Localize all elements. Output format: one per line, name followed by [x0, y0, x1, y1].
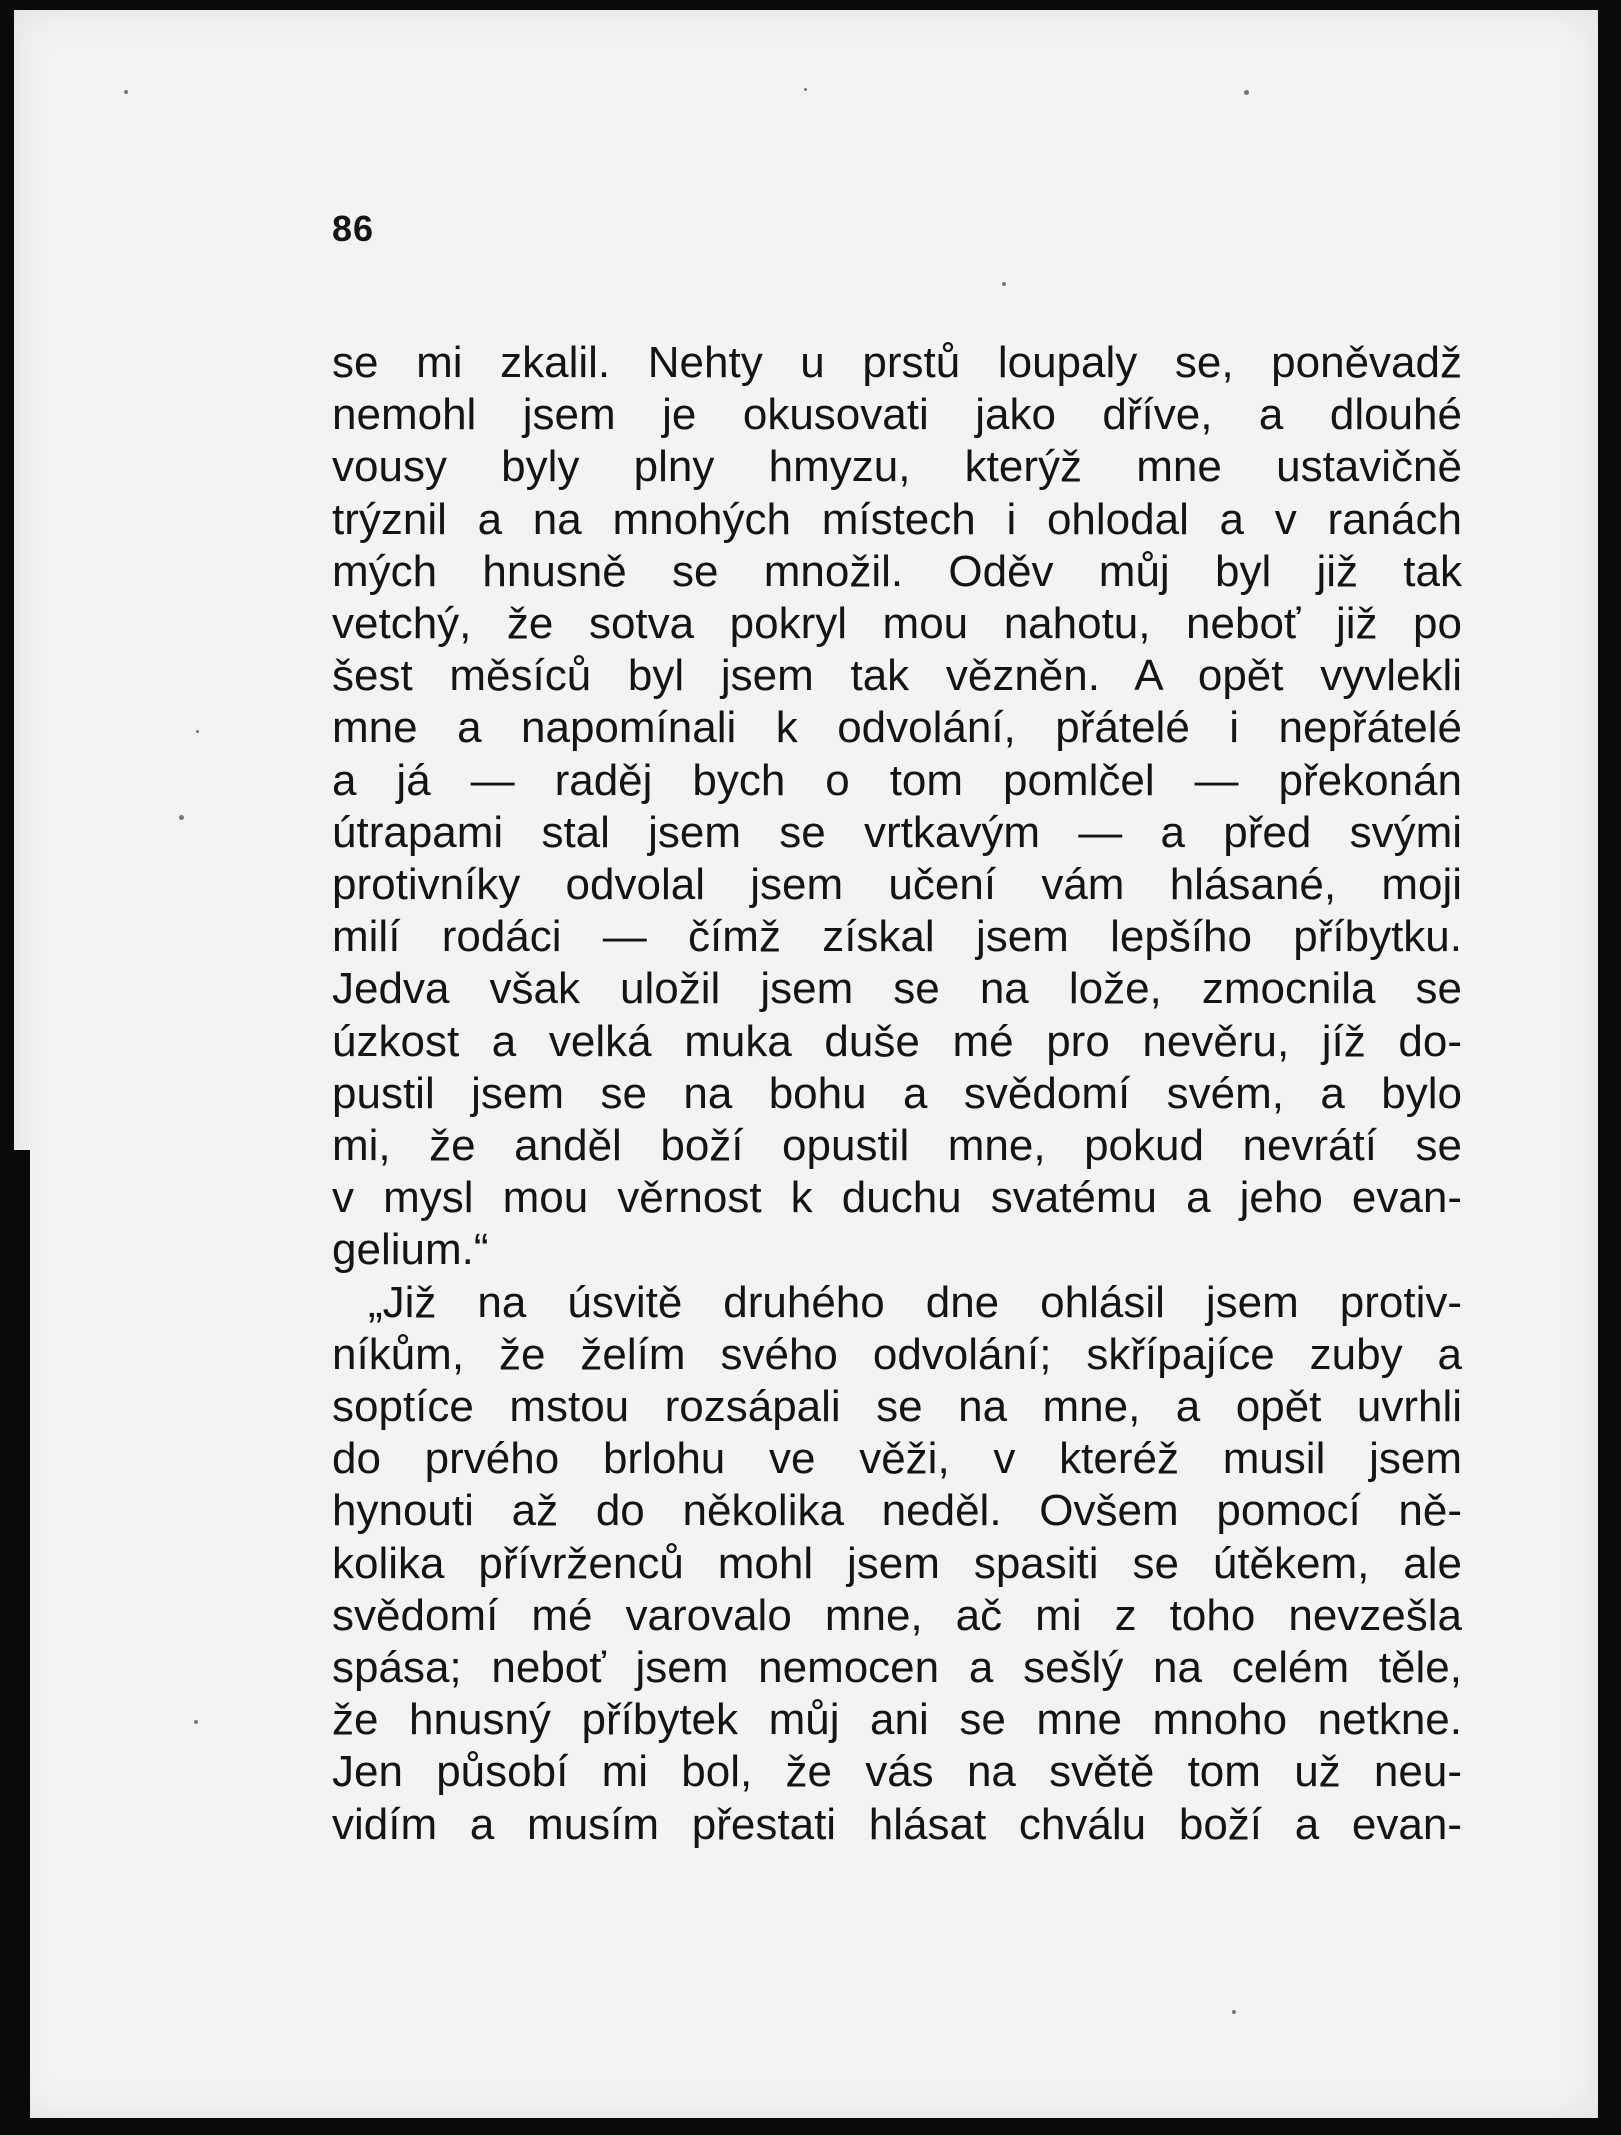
text-line: gelium.“ — [332, 1225, 489, 1275]
text-line: spása; neboť jsem nemocen a sešlý na celém těle, — [332, 1643, 1462, 1693]
paper-speck — [179, 815, 184, 820]
text-line: šest měsíců byl jsem tak vězněn. A opět vyvlekli — [332, 651, 1462, 701]
text-line: kolika přívrženců mohl jsem spasiti se útěkem, ale — [332, 1538, 1462, 1588]
text-line: Jedva však uložil jsem se na lože, zmocnila se — [332, 964, 1462, 1014]
text-line: vidím a musím přestati hlásat chválu boží a evan- — [332, 1799, 1462, 1849]
paper-speck — [1232, 2010, 1236, 2014]
text-line: níkům, že želím svého odvolání; skřípajíce zuby a — [332, 1329, 1462, 1379]
paragraph — [332, 1277, 1462, 1851]
text-line: v mysl mou věrnost k duchu svatému a jeho evan- — [332, 1173, 1462, 1223]
page-number: 86 — [332, 208, 375, 249]
text-line: protivníky odvolal jsem učení vám hlásané, moji — [332, 860, 1462, 910]
text-line: mých hnusně se množil. Oděv můj byl již tak — [332, 546, 1462, 596]
text-line: pustil jsem se na bohu a svědomí svém, a bylo — [332, 1068, 1462, 1118]
text-line: trýznil a na mnohých místech i ohlodal a v ranách — [332, 494, 1462, 544]
book-page — [14, 10, 1598, 2118]
text-line: „Již na úsvitě druhého dne ohlásil jsem protiv- — [368, 1277, 1462, 1327]
text-line: mi, že anděl boží opustil mne, pokud nevrátí se — [332, 1121, 1462, 1171]
paper-speck — [196, 730, 199, 733]
paper-speck — [194, 1720, 198, 1724]
paper-speck — [804, 88, 807, 91]
paper-speck — [124, 90, 128, 94]
text-line: mne a napomínali k odvolání, přátelé i nepřátelé — [332, 703, 1462, 753]
scan-shadow-edge — [0, 1150, 30, 2135]
text-line: soptíce mstou rozsápali se na mne, a opět uvrhli — [332, 1382, 1462, 1432]
text-line: a já — raděj bych o tom pomlčel — překonán — [332, 755, 1462, 805]
body-text — [332, 337, 1462, 1851]
paper-speck — [1002, 282, 1006, 286]
text-line: se mi zkalil. Nehty u prstů loupaly se, poněvadž — [332, 338, 1462, 387]
text-line: hynouti až do několika neděl. Ovšem pomocí ně- — [332, 1486, 1462, 1536]
text-line: Jen působí mi bol, že vás na světě tom už neu- — [332, 1747, 1462, 1797]
text-line: že hnusný příbytek můj ani se mne mnoho netkne. — [332, 1695, 1462, 1745]
text-line: svědomí mé varovalo mne, ač mi z toho nevzešla — [332, 1590, 1462, 1640]
text-line: vetchý, že sotva pokryl mou nahotu, neboť již po — [332, 599, 1462, 649]
text-line: vousy byly plny hmyzu, kterýž mne ustavičně — [332, 442, 1462, 492]
text-line: nemohl jsem je okusovati jako dříve, a dlouhé — [332, 390, 1462, 440]
text-line: útrapami stal jsem se vrtkavým — a před svými — [332, 807, 1462, 857]
text-line: úzkost a velká muka duše mé pro nevěru, jíž do- — [332, 1016, 1462, 1066]
paragraph — [332, 337, 1462, 1277]
text-line: do prvého brlohu ve věži, v kteréž musil jsem — [332, 1434, 1462, 1484]
paper-speck — [1244, 90, 1249, 95]
text-line: milí rodáci — čímž získal jsem lepšího příbytku. — [332, 912, 1462, 962]
